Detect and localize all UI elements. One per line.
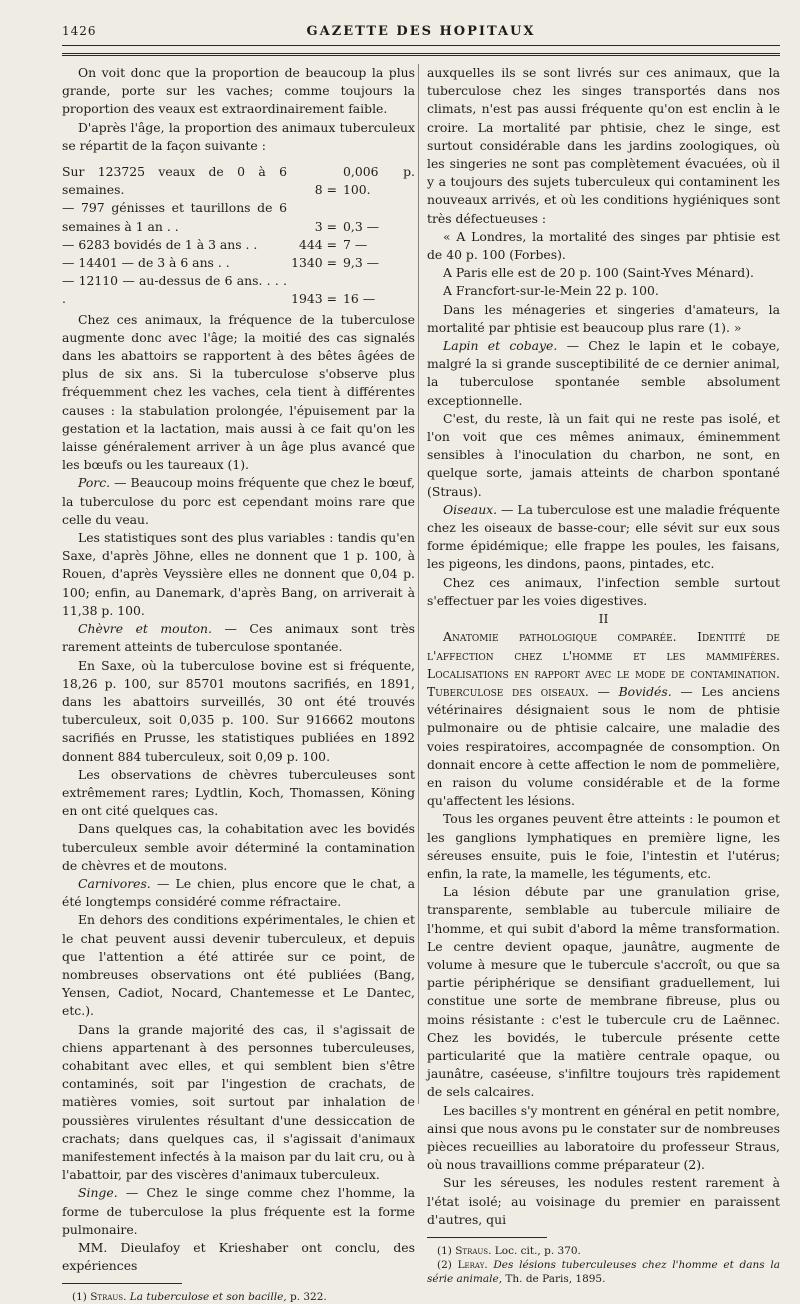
table-row [62, 254, 415, 272]
paragraph-heading: Bovidés. [618, 683, 672, 699]
paragraph-carnivores: Carnivores. — Le chien, plus encore que le chat, a été longtemps considéré comme réfractaire. [62, 875, 415, 910]
table-row [62, 236, 415, 254]
paragraph: Chez ces animaux, la fréquence de la tuberculose augmente donc avec l'âge; la moitié des cas signalés dans les abattoirs se rapportent à des bêtes âgées de plus de six ans. Si la tuberculose s'observe plus fréquemment chez les vaches, cela tient à différentes causes : la stabulation prolongée, l'épuisement par la gestation et la lactation, mais aussi à ce fait qu'on les laisse généralement arriver à un âge plus avancé que les bœufs ou les taureaux (1). [62, 311, 415, 473]
running-header [62, 22, 780, 44]
table-cell: 444 = [299, 236, 337, 252]
age-statistics-table [62, 163, 415, 309]
paragraph: La lésion débute par une granulation grise, transparente, semblable au tubercule miliaire de l'homme, et qui subit d'abord la même transformation. Le centre devient opaque, jaunâtre, augmente de volume à mesure que le tubercule s'accroît, ou que sa partie périphérique se densifiant graduellement, lui constitue une sorte de membrane fibreuse, plus ou moins résistante : c'est le tubercule cru de Laënnec. Chez les bovidés, le tubercule présente cette particularité que la matière centrale opaque, ou jaunâtre, caséeuse, s'infiltre toujours très rapidement de sels calcaires. [427, 884, 780, 1100]
paragraph-heading: Lapin et cobaye. [443, 338, 558, 354]
paragraph: Les bacilles s'y montrent en général en petit nombre, ainsi que nous avons pu le constater sur de nombreuses pièces recueillies au laboratoire du professeur Straus, où nous travaillions comme préparateur (2). [427, 1102, 780, 1173]
paragraph: En dehors des conditions expérimentales, le chien et le chat peuvent aussi devenir tuberculeux, et depuis que l'attention a été attirée sur ce point, de nombreuses observations ont été publiées (Bang, Yensen, Cadiot, Nocard, Chantemesse et Le Dantec, etc.). [62, 912, 415, 1019]
table-cell: 0,3 — [343, 218, 380, 234]
paragraph: On voit donc que la proportion de beaucoup la plus grande, porte sur les vaches; comme toujours la proportion des veaux est extraordinairement faible. [62, 65, 415, 117]
table-cell: 0,006 p. 100. [343, 164, 415, 198]
paragraph-lapin: Lapin et cobaye. — Chez le lapin et le cobaye, malgré la si grande susceptibilité de ce dernier animal, la tuberculose spontanée semble absolument exceptionnelle. [427, 338, 781, 408]
table-cell: 16 — [343, 291, 376, 307]
journal-title: GAZETTE DES HOPITAUX [306, 24, 536, 39]
quote-line: A Francfort-sur-le-Mein 22 p. 100. [443, 283, 659, 299]
paragraph: Dans quelques cas, la cohabitation avec les bovidés tuberculeux semble avoir déterminé la contamination de chèvres et de moutons. [62, 821, 415, 873]
table-cell: — 14401 — de 3 à 6 ans . . [62, 255, 230, 271]
left-column [62, 64, 415, 1304]
table-cell: 9,3 — [343, 255, 380, 271]
paragraph: MM. Dieulafoy et Krieshaber ont conclu, des expériences [62, 1240, 415, 1274]
quote-line: « A Londres, la mortalité des singes par phtisie est de 40 p. 100 (Forbes). [427, 228, 780, 263]
table-cell: 8 = [314, 182, 337, 198]
paragraph-heading: Carnivores. [78, 875, 151, 891]
page-number: 1426 [62, 24, 97, 38]
paragraph-porc: Porc. — Beaucoup moins fréquente que chez le bœuf, la tuberculose du porc est cependant moins rare que celle du veau. [62, 475, 415, 527]
footnote: (1) Straus. Loc. cit., p. 370. [437, 1245, 581, 1257]
paragraph: auxquelles ils se sont livrés sur ces animaux, que la tuberculose chez les singes transportés dans nos climats, n'est pas aussi fréquente qu'on est enclin à le croire. La mortalité par phtisie, chez le singe, est surtout considérable dans les jardins zoologiques, où les singeries ne sont pas complètement évacuées, où il y a toujours des sujets tuberculeux qui contaminent les nouveaux arrivés, et où les conditions hygiéniques sont très défectueuses : [427, 65, 780, 226]
table-cell: 1943 = [291, 291, 337, 307]
table-cell: 7 — [343, 236, 368, 252]
table-row [62, 163, 415, 199]
paragraph: En Saxe, où la tuberculose bovine est si fréquente, 18,26 p. 100, sur 85701 moutons sacrifiés, en 1891, dans les abattoirs surveillés, 30 ont été trouvés tuberculeux, soit 0,035 p. 100. Sur 916662 moutons sacrifiés en Prusse, les statistiques publiées en 1892 donnent 884 tuberculeux, soit 0,09 p. 100. [62, 657, 415, 764]
paragraph-heading: Oiseaux. [443, 501, 498, 517]
table-cell: 3 = [314, 218, 337, 234]
paragraph: Tous les organes peuvent être atteints : le poumon et les ganglions lymphatiques en première ligne, les séreuses ensuite, puis le foie, l'intestin et l'utérus; enfin, la rate, la mamelle, les téguments, etc. [427, 811, 780, 881]
paragraph: Chez ces animaux, l'infection semble surtout s'effectuer par les voies digestives. [427, 574, 780, 608]
table-row [62, 199, 415, 235]
footnote-rule [427, 1237, 547, 1238]
table-cell: — 797 génisses et taurillons de 6 semaines à 1 an . . [62, 200, 287, 234]
paragraph-singe: Singe. — Chez le singe comme chez l'homme, la forme de tuberculose la plus fréquente est la forme pulmonaire. [62, 1185, 415, 1237]
footnote: (2) Leray. Des lésions tuberculeuses chez l'homme et dans la série animale, Th. de Paris, 1895. [427, 1259, 780, 1285]
paragraph: Les observations de chèvres tuberculeuses sont extrêmement rares; Lydtlin, Koch, Thomassen, Köning en ont cité quelques cas. [62, 766, 415, 819]
paragraph-oiseaux: Oiseaux. — La tuberculose est une maladie fréquente chez les oiseaux de basse-cour; elle sévit sur eux sous forme épidémique; elle frappe les poules, les faisans, les pigeons, les dindons, paons, pintades, etc. [427, 501, 780, 572]
quote-line: A Paris elle est de 20 p. 100 (Saint-Yves Ménard). [443, 265, 754, 281]
paragraph-heading: Chèvre et mouton. [78, 621, 212, 637]
section-number: II [598, 611, 609, 627]
footnote-rule [62, 1283, 182, 1284]
right-column [427, 64, 780, 1286]
table-cell: 1340 = [291, 255, 337, 271]
table-cell: Sur 123725 veaux de 0 à 6 semaines. [62, 164, 287, 198]
paragraph-chevre: Chèvre et mouton. — Ces animaux sont très rarement atteints de tuberculose spontanée. [62, 621, 415, 655]
paragraph: D'après l'âge, la proportion des animaux tuberculeux se répartit de la façon suivante : [62, 119, 415, 153]
paragraph-heading: Singe. [78, 1185, 118, 1201]
table-cell: — 6283 bovidés de 1 à 3 ans . . [62, 236, 258, 252]
column-divider [418, 64, 419, 1104]
footnote: (1) Straus. La tuberculose et son bacille, p. 322. [72, 1291, 327, 1304]
quote-line: Dans les ménageries et singeries d'amateurs, la mortalité par phtisie est beaucoup plus rare (1). » [427, 301, 780, 335]
header-double-rule [62, 53, 780, 56]
table-row [62, 272, 415, 308]
paragraph: Les statistiques sont des plus variables : tandis qu'en Saxe, d'après Jöhne, elles ne donnent que 1 p. 100, à Rouen, d'après Veyssière elles ne donnent que 0,04 p. 100; enfin, au Danemark, d'après Bang, on arriverait à 11,38 p. 100. [62, 530, 415, 618]
header-rule [62, 45, 780, 46]
paragraph-heading: Porc. [78, 475, 111, 491]
paragraph: Sur les séreuses, les nodules restent rarement à l'état isolé; au voisinage du premier en paraissent d'autres, qui [427, 1175, 780, 1227]
paragraph: Dans la grande majorité des cas, il s'agissait de chiens appartenant à des personnes tuberculeuses, cohabitant avec elles, et qui semblent bien s'être contaminés, soit par l'ingestion de crachats, de matières vomies, soit surtout par inhalation de poussières virulentes résultant d'une dessiccation de crachats; dans quelques cas, il s'agissait d'animaux manifestement infectés à la maison par du lait cru, ou à l'abattoir, par des viscères d'animaux tuberculeux. [62, 1021, 415, 1183]
table-cell: — 12110 — au-dessus de 6 ans. . . . . [62, 273, 287, 307]
paragraph: C'est, du reste, là un fait qui ne reste pas isolé, et l'on voit que ces mêmes animaux, éminemment sensibles à l'inoculation du charbon, ne sont, en quelque sorte, jamais atteints de charbon spontané (Straus). [427, 410, 780, 499]
section-heading: Anatomie pathologique comparée. Identité de l'affection chez l'homme et les mammifères. Localisations en rapport avec le mode de contamination. Tuberculose des oiseaux. — Bovidés. — Les anciens vétérinaires désignaient sous le nom de phtisie pulmonaire ou de phtisie calcaire, une maladie des voies respiratoires, accompagnée de consomption. On donnait encore à cette affection le nom de pommelière, en raison du volume considérable et de la forme qu'affectent les lésions. [427, 629, 780, 809]
